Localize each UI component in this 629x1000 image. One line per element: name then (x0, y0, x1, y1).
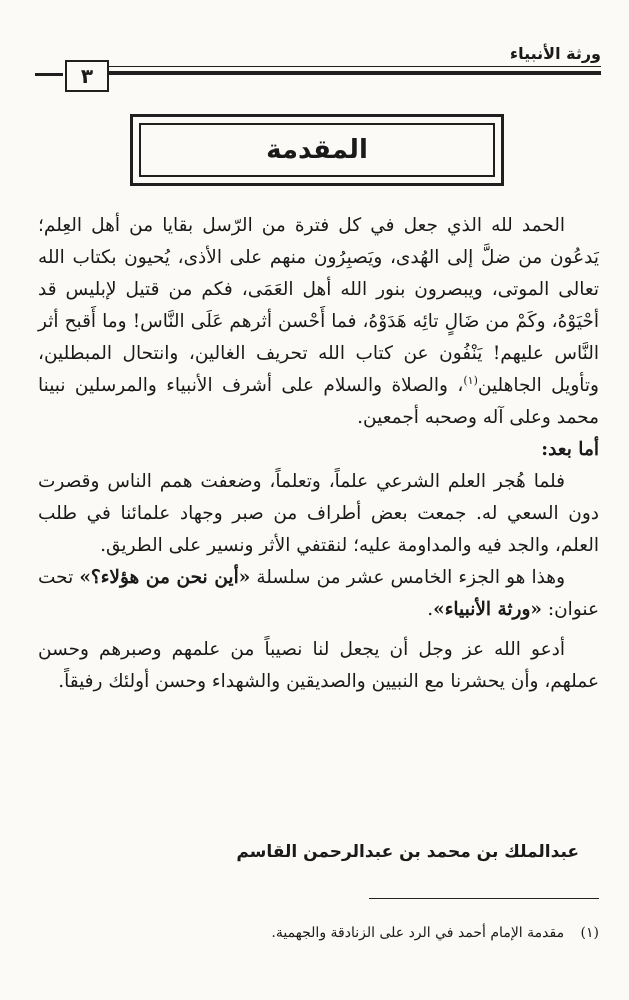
title-frame-inner (139, 123, 495, 177)
page-number: ٣ (65, 60, 109, 92)
title-frame (130, 114, 504, 186)
paragraph-4: أدعو الله عز وجل أن يجعل لنا نصيباً من علمهم وصبرهم وحسن عملهم، وأن يحشرنا مع النبيين والصديقين والشهداء وحسن أولئك رفيقاً. (38, 639, 599, 692)
paragraph-3-start: وهذا هو الجزء الخامس عشر من سلسلة (256, 567, 566, 588)
page-header (35, 40, 601, 90)
running-title: ورثة الأنبياء (509, 44, 601, 63)
header-rule-thick (105, 71, 601, 75)
paragraph-3-mid: تحت عنوان: (38, 567, 599, 620)
paragraph-1 (38, 210, 599, 434)
author-signature: عبدالملك بن محمد بن عبدالرحمن القاسم (236, 842, 579, 862)
header-rule-short (35, 73, 63, 76)
paragraph-2: فلما هُجر العلم الشرعي علماً، وتعلماً، وضعفت همم الناس وقصرت دون السعي له. جمعت بعض أطراف من صبر وجهاد علمائنا في طلب العلم، والجد فيه والمداومة عليه؛ لنقتفي الأثر ونسير على الطريق. (38, 471, 599, 556)
footnote (200, 922, 599, 944)
footnote-divider (369, 898, 599, 899)
series-name: «أين نحن من هؤلاء؟» (79, 567, 251, 588)
footnote-number: (١) (580, 925, 599, 941)
header-rule-thin (105, 66, 601, 67)
paragraph-1-text: الحمد لله الذي جعل في كل فترة من الرّسل بقايا من أهل العِلم؛ يَدعُون من ضلَّ إلى الهُدى، ويَصبِرُون منهم على الأذى، يُحيون بكتاب الله تعالى الموتى، ويبصرون بنور الله أهل العَمَى، فكم من قتيل لإبليس قد أحْيَوْهُ، وكَمْ من ضَالٍ تائِه هَدَوْهُ، فما أَحْسن أثرهم عَلَى النَّاس! وما أَقبح أثر النَّاس عليهم! يَنْفُون عن كتاب الله تحريف الغالين، وانتحال المبطلين، وتأويل الجاهلين (38, 215, 599, 396)
page-title: المقدمة (266, 135, 368, 165)
footnote-ref[interactable]: (١) (463, 373, 478, 387)
paragraph-gap (38, 626, 599, 634)
footnote-text: مقدمة الإمام أحمد في الرد على الزنادقة والجهمية. (271, 925, 565, 941)
paragraph-3 (38, 562, 599, 626)
amma-bad-heading: أما بعد: (541, 439, 599, 460)
paragraph-1-end: ، والصلاة والسلام على أشرف الأنبياء والمرسلين نبينا محمد وعلى آله وصحبه أجمعين. (38, 375, 599, 428)
paragraph-3-end: . (427, 599, 434, 620)
body-text (38, 210, 599, 698)
book-name: «ورثة الأنبياء» (433, 599, 542, 620)
